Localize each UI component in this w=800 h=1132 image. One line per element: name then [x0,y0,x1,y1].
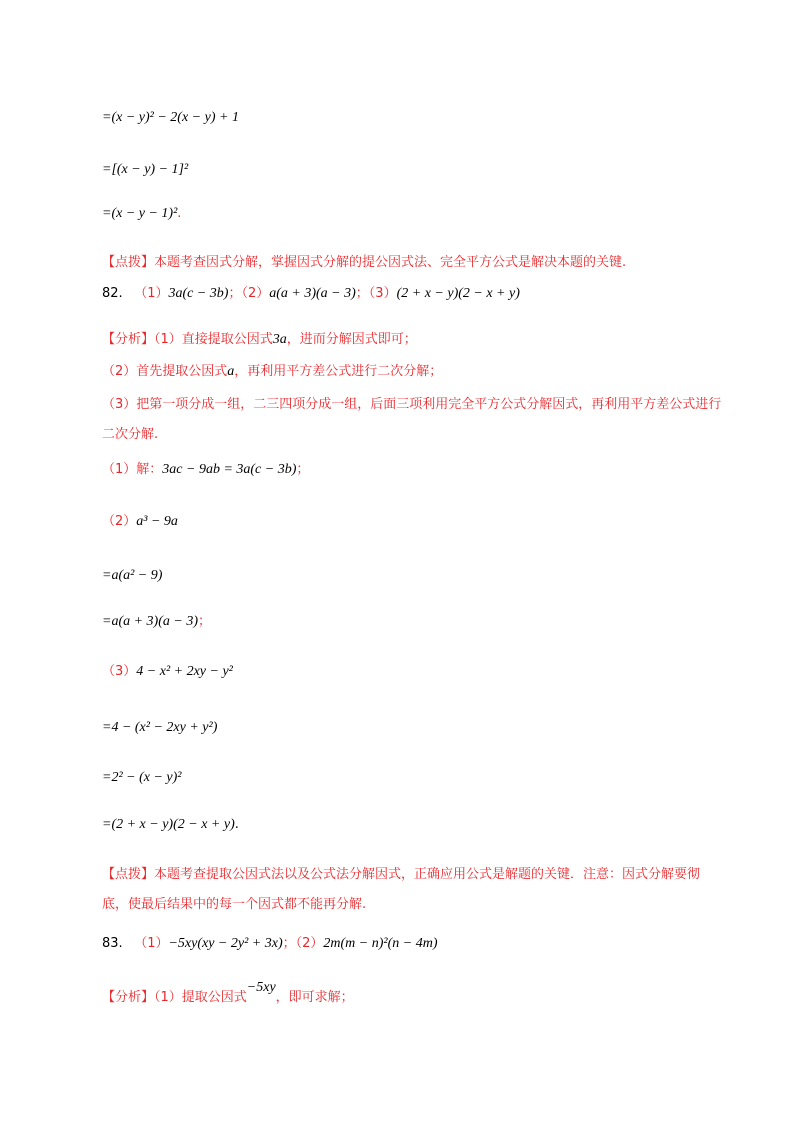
solution-end: . [234,817,239,832]
step-line-1: =(x − y)² − 2(x − y) + 1 [102,110,239,125]
tip-82: 【点拨】本题考查提取公因式法以及公式法分解因式，正确应用公式是解题的关键．注意：因式分解要彻底，使最后结果中的每一个因式都不能再分解. [102,867,701,912]
question-82 [102,284,520,304]
part-label: （1） [134,286,169,301]
solution-label: （3） [102,664,137,679]
solution-math: =(2 + x − y)(2 − x + y) [102,817,235,832]
analysis-text: 【分析】（1）直接提取公因式 [102,332,273,347]
analysis-math: −5xy [246,980,276,995]
analysis-3: （3）把第一项分成一组，二三四项分成一组，后面三项利用完全平方公式分解因式，再利用平方差公式进行二次分解. [102,397,722,442]
answer-1: −5xy(xy − 2y² + 3x) [168,936,283,951]
separator: ；（2） [282,936,324,951]
solution-math: 3ac − 9ab = 3a(c − 3b) [162,462,297,477]
question-number: 82. [102,286,123,301]
answer-2: 2m(m − n)²(n − 4m) [323,936,438,951]
answer-2: a(a + 3)(a − 3) [269,286,356,301]
solution-math: a³ − 9a [136,514,178,529]
analysis-2 [102,362,442,382]
analysis-text: ，即可求解； [275,990,354,1005]
step-line-3-math: =(x − y − 1)² [102,206,178,221]
solution-2 [102,512,178,532]
analysis-text: ，再利用平方差公式进行二次分解； [234,364,443,379]
analysis-1 [102,330,417,350]
analysis-83 [102,980,354,1008]
question-83 [102,934,437,954]
analysis-math: 3a [272,332,287,347]
analysis-text: （2）首先提取公因式 [102,364,228,379]
solution-math: 4 − x² + 2xy − y² [136,664,233,679]
answer-1: 3a(c − 3b) [168,286,229,301]
solution-label: （1）解： [102,462,163,477]
solution-3-step-1: =4 − (x² − 2xy + y²) [102,720,218,735]
analysis-text: 【分析】（1）提取公因式 [102,990,247,1005]
solution-end: ； [296,462,310,477]
analysis-text: ，进而分解因式即可； [286,332,417,347]
solution-2-step-1: =a(a² − 9) [102,568,163,583]
part-label: （1） [134,936,169,951]
solution-3-step-2: =2² − (x − y)² [102,770,182,785]
solution-1 [102,460,309,480]
question-number: 83. [102,936,123,951]
answer-3: (2 + x − y)(2 − x + y) [396,286,520,301]
step-line-2: =[(x − y) − 1]² [102,162,189,177]
separator: ；（2） [228,286,270,301]
solution-label: （2） [102,514,137,529]
tip-82-prev: 【点拨】本题考查因式分解，掌握因式分解的提公因式法、完全平方公式是解决本题的关键. [102,255,627,270]
solution-math: =a(a + 3)(a − 3) [102,614,198,629]
solution-3-step-3 [102,815,239,835]
analysis-math: a [227,364,235,379]
step-line-3-end: . [177,206,182,221]
step-line-3 [102,204,181,224]
solution-3 [102,662,233,682]
separator: ；（3） [355,286,397,301]
solution-2-step-2 [102,612,211,632]
solution-end: ； [198,614,212,629]
